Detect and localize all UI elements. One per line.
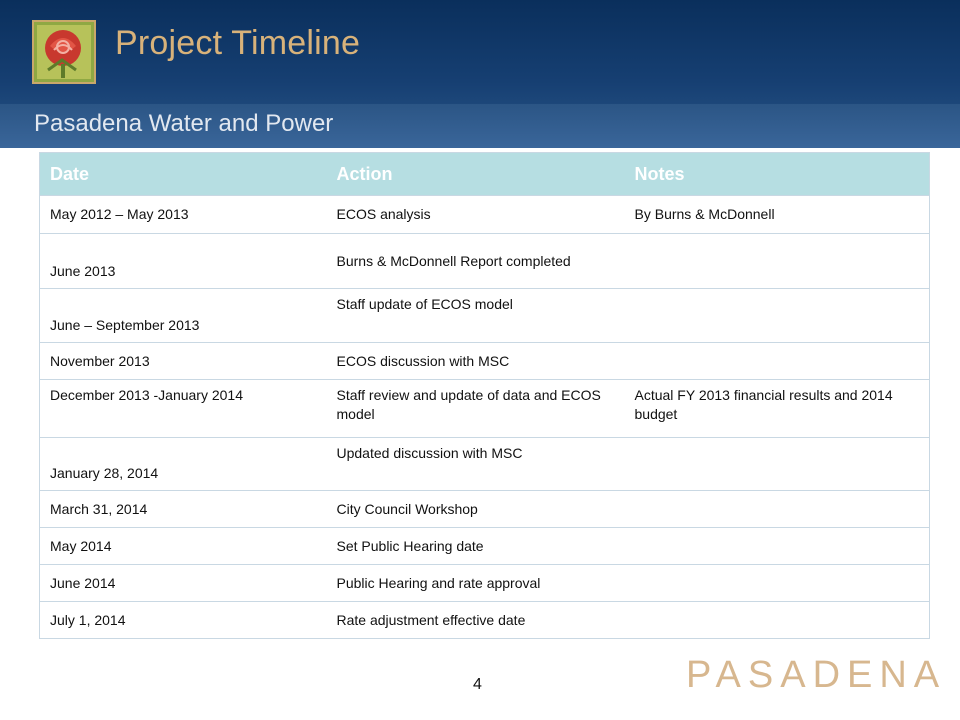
notes-cell: Actual FY 2013 financial results and 2014 budget xyxy=(625,380,930,438)
table-row xyxy=(40,234,930,289)
action-cell: Set Public Hearing date xyxy=(327,528,625,565)
table-row xyxy=(40,289,930,343)
action-cell: ECOS analysis xyxy=(327,196,625,234)
slide-subtitle: Pasadena Water and Power xyxy=(34,110,334,137)
column-header-action: Action xyxy=(327,153,625,196)
action-cell: Staff update of ECOS model xyxy=(327,289,625,343)
date-cell: January 28, 2014 xyxy=(40,438,327,491)
column-header-date: Date xyxy=(40,153,327,196)
table-row xyxy=(40,438,930,491)
pasadena-wordmark: PASADENA xyxy=(686,654,947,696)
table-row xyxy=(40,196,930,234)
date-cell: May 2012 – May 2013 xyxy=(40,196,327,234)
table-row xyxy=(40,491,930,528)
notes-cell xyxy=(625,528,930,565)
date-cell: July 1, 2014 xyxy=(40,602,327,639)
notes-cell: By Burns & McDonnell xyxy=(625,196,930,234)
notes-cell xyxy=(625,565,930,602)
action-cell: Staff review and update of data and ECOS model xyxy=(327,380,625,438)
action-cell: Burns & McDonnell Report completed xyxy=(327,234,625,289)
notes-cell xyxy=(625,438,930,491)
rose-logo-icon xyxy=(32,20,96,84)
date-cell: June – September 2013 xyxy=(40,289,327,343)
notes-cell xyxy=(625,602,930,639)
notes-cell xyxy=(625,234,930,289)
date-cell: May 2014 xyxy=(40,528,327,565)
table-row xyxy=(40,343,930,380)
action-cell: City Council Workshop xyxy=(327,491,625,528)
slide-header xyxy=(0,0,960,148)
notes-cell xyxy=(625,343,930,380)
action-cell: Updated discussion with MSC xyxy=(327,438,625,491)
table-row xyxy=(40,528,930,565)
timeline-table xyxy=(39,152,930,639)
table-row xyxy=(40,602,930,639)
notes-cell xyxy=(625,491,930,528)
table-row xyxy=(40,380,930,438)
slide-title: Project Timeline xyxy=(115,24,361,62)
date-cell: June 2013 xyxy=(40,234,327,289)
notes-cell xyxy=(625,289,930,343)
date-cell: December 2013 -January 2014 xyxy=(40,380,327,438)
page-number: 4 xyxy=(473,676,482,693)
column-header-notes: Notes xyxy=(625,153,930,196)
table-header-row xyxy=(40,153,930,196)
date-cell: March 31, 2014 xyxy=(40,491,327,528)
timeline-table-container xyxy=(39,152,929,639)
table-row xyxy=(40,565,930,602)
action-cell: Public Hearing and rate approval xyxy=(327,565,625,602)
date-cell: June 2014 xyxy=(40,565,327,602)
action-cell: ECOS discussion with MSC xyxy=(327,343,625,380)
action-cell: Rate adjustment effective date xyxy=(327,602,625,639)
date-cell: November 2013 xyxy=(40,343,327,380)
